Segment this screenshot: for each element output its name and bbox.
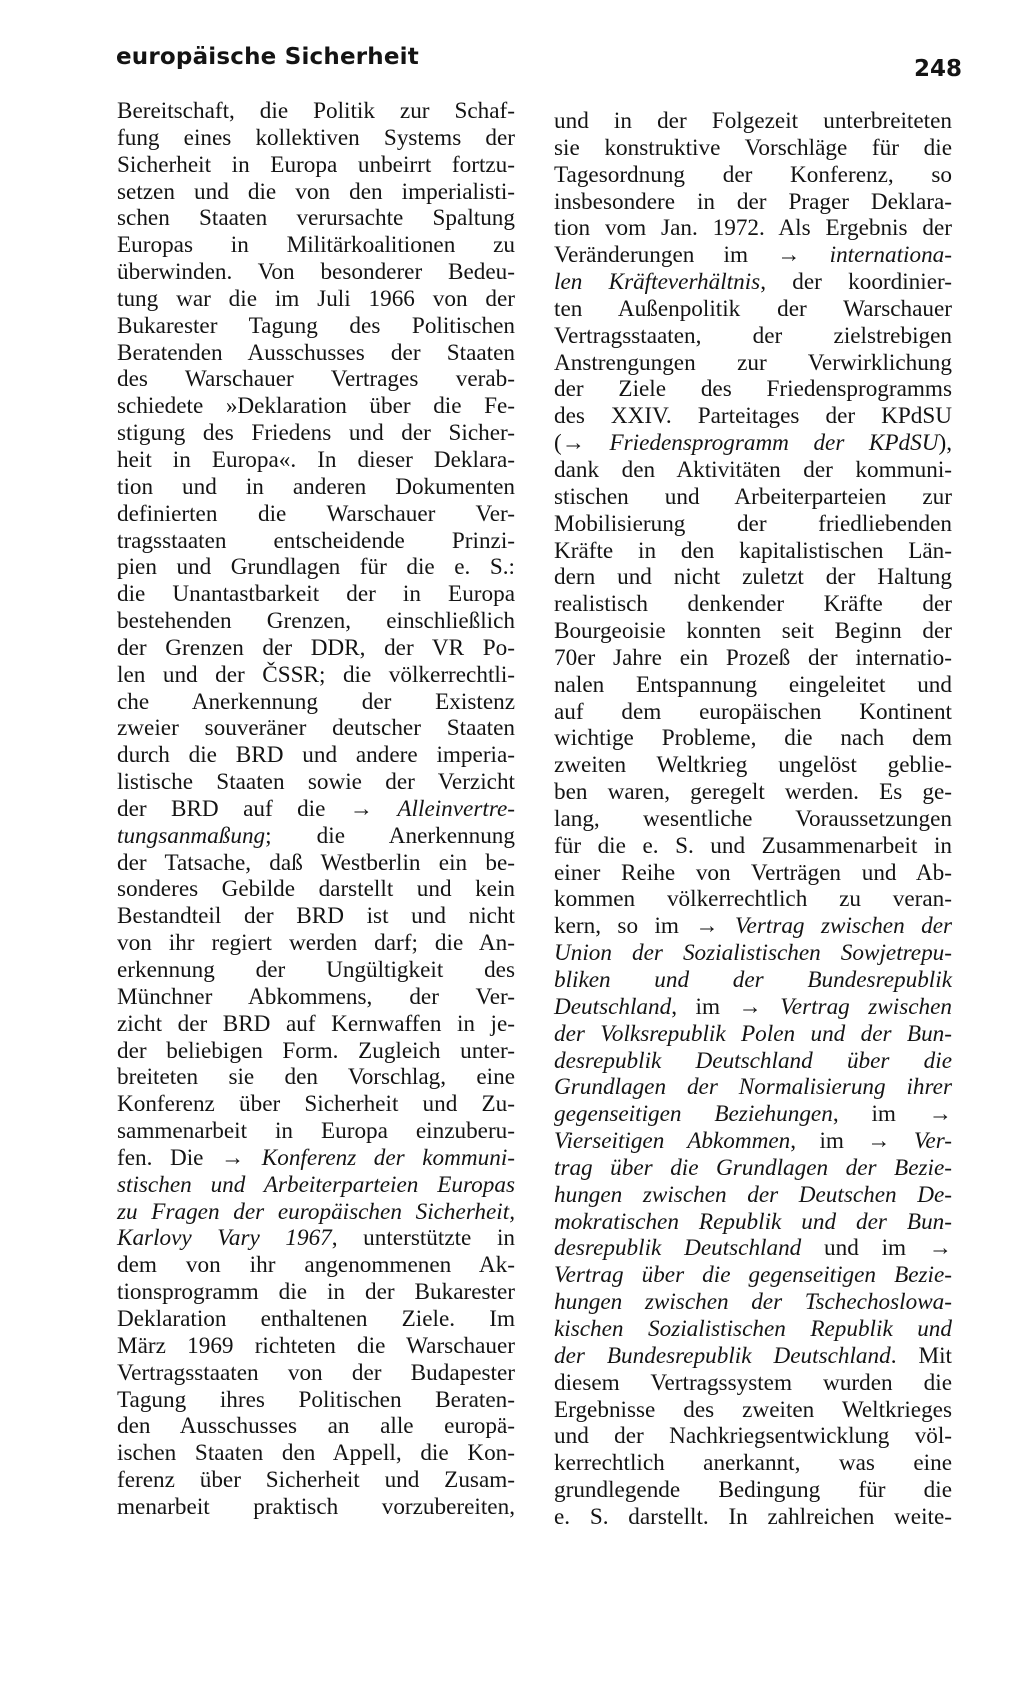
text-line: dern und nicht zuletzt der Haltung [554,564,952,591]
text-line: mokratischen Republik und der Bun- [554,1208,952,1235]
text-line: des XXIV. Parteitages der KPdSU [554,403,952,430]
text-line: sie konstruktive Vorschläge für die [554,134,952,161]
text-line: pien und Grundlagen für die e. S.: [117,554,515,581]
text-line: Ergebnisse des zweiten Weltkrieges [554,1396,952,1423]
text-line: ferenz über Sicherheit und Zusam- [117,1467,515,1494]
text-line: Bukarester Tagung des Politischen [117,312,515,339]
text-line: lang, wesentliche Voraussetzungen [554,805,952,832]
text-line: grundlegende Bedingung für die [554,1477,952,1504]
text-line: definierten die Warschauer Ver- [117,500,515,527]
text-line: der Tatsache, daß Westberlin ein be- [117,849,515,876]
text-line: Vertrag über die gegenseitigen Bezie- [554,1262,952,1289]
text-line: tungsanmaßung; die Anerkennung [117,822,515,849]
text-line: zicht der BRD auf Kernwaffen in je- [117,1010,515,1037]
text-column-right [554,108,952,1531]
text-line: durch die BRD und andere imperia- [117,742,515,769]
text-line: fen. Die → Konferenz der kommuni- [117,1144,515,1171]
text-line: 70er Jahre ein Prozeß der internatio- [554,644,952,671]
text-line: der BRD auf die → Alleinvertre- [117,795,515,822]
text-line: die Unantastbarkeit der in Europa [117,581,515,608]
text-line: Mobilisierung der friedliebenden [554,510,952,537]
text-line: nalen Entspannung eingeleitet und [554,671,952,698]
text-line: hungen zwischen der Deutschen De- [554,1181,952,1208]
text-line: der Ziele des Friedensprogramms [554,376,952,403]
text-line: Konferenz über Sicherheit und Zu- [117,1091,515,1118]
text-line: und der Nachkriegsentwicklung völ- [554,1423,952,1450]
running-head: europäische Sicherheit [116,44,419,70]
text-line: kommen völkerrechtlich zu veran- [554,886,952,913]
text-line: der Volksrepublik Polen und der Bun- [554,1020,952,1047]
text-line: tionsprogramm die in der Bukarester [117,1279,515,1306]
text-line: stischen und Arbeiterparteien Europas [117,1171,515,1198]
text-line: tung war die im Juli 1966 von der [117,285,515,312]
text-line: listische Staaten sowie der Verzicht [117,769,515,796]
text-column-left [117,98,515,1521]
text-line: Sicherheit in Europa unbeirrt fortzu- [117,151,515,178]
text-line: Europas in Militärkoalitionen zu [117,232,515,259]
text-line: ten Außenpolitik der Warschauer [554,295,952,322]
text-line: bliken und der Bundesrepublik [554,967,952,993]
text-line: trag über die Grundlagen der Bezie- [554,1154,952,1181]
text-line: e. S. darstellt. In zahlreichen weite- [554,1503,952,1530]
text-line: zu Fragen der europäischen Sicherheit, [117,1198,515,1225]
text-line: überwinden. Von besonderer Bedeu- [117,259,515,286]
text-line: che Anerkennung der Existenz [117,688,515,715]
text-line: kern, so im → Vertrag zwischen der [554,913,953,940]
text-line: breiteten sie den Vorschlag, eine [117,1064,515,1091]
text-line: Bereitschaft, die Politik zur Schaf- [117,98,515,124]
text-line: Tagung ihres Politischen Beraten- [117,1386,515,1413]
text-line: tragsstaaten entscheidende Prinzi- [117,527,515,554]
text-line: auf dem europäischen Kontinent [554,698,952,725]
text-line: Vertragsstaaten, der zielstrebigen [554,322,952,349]
text-line: len Kräfteverhältnis, der koordinier- [554,269,952,296]
text-line: Vertragsstaaten von der Budapester [117,1359,515,1386]
text-line: zweiten Weltkrieg ungelöst geblie- [554,752,952,779]
page-number: 248 [913,56,962,82]
text-line: setzen und die von den imperialisti- [117,178,515,205]
text-line: realistisch denkender Kräfte der [554,591,952,618]
text-line: stigung des Friedens und der Sicher- [117,420,515,447]
text-line: kischen Sozialistischen Republik und [554,1315,952,1342]
text-line: heit in Europa«. In dieser Deklara- [117,446,515,473]
text-line: stischen und Arbeiterparteien zur [554,483,952,510]
text-line: Beratenden Ausschusses der Staaten [117,339,515,366]
text-line: März 1969 richteten die Warschauer [117,1332,515,1359]
text-line: Union der Sozialistischen Sowjetrepu- [554,940,952,967]
text-line: dank den Aktivitäten der kommuni- [554,456,952,483]
text-line: Deutschland, im → Vertrag zwischen [554,993,952,1020]
text-line: Vierseitigen Abkommen, im → Ver- [554,1128,952,1155]
text-line: bestehenden Grenzen, einschließlich [117,608,515,635]
text-line: tion und in anderen Dokumenten [117,473,515,500]
text-line: hungen zwischen der Tschechoslowa- [554,1289,952,1316]
text-line: schiedete »Deklaration über die Fe- [117,393,515,420]
text-line: zweier souveräner deutscher Staaten [117,715,515,742]
text-line: desrepublik Deutschland und im → [554,1235,952,1262]
text-line: den Ausschusses an alle europä- [117,1413,515,1440]
text-line: Anstrengungen zur Verwirklichung [554,349,952,376]
text-line: Bourgeoisie konnten seit Beginn der [554,618,952,645]
text-line: tion vom Jan. 1972. Als Ergebnis der [554,215,952,242]
text-line: Bestandteil der BRD ist und nicht [117,903,515,930]
text-line: ben waren, geregelt werden. Es ge- [554,779,952,806]
text-line: desrepublik Deutschland über die [554,1047,952,1074]
text-line: wichtige Probleme, die nach dem [554,725,952,752]
text-line: schen Staaten verursachte Spaltung [117,205,515,232]
text-line: Veränderungen im → internationa- [554,242,952,269]
text-line: len und der ČSSR; die völkerrechtli- [117,661,515,688]
text-line: für die e. S. und Zusammenarbeit in [554,832,952,859]
text-line: der Bundesrepublik Deutschland. Mit [554,1342,952,1369]
text-line: dem von ihr angenommenen Ak- [117,1252,515,1279]
text-line: des Warschauer Vertrages verab- [117,366,515,393]
text-line: Karlovy Vary 1967, unterstützte in [117,1225,515,1252]
text-line: von ihr regiert werden darf; die An- [117,930,515,957]
text-line: ischen Staaten den Appell, die Kon- [117,1440,515,1467]
text-line: sonderes Gebilde darstellt und kein [117,876,515,903]
text-line: gegenseitigen Beziehungen, im → [554,1101,952,1128]
text-line: Tagesordnung der Konferenz, so [554,161,952,188]
text-line: Deklaration enthaltenen Ziele. Im [117,1305,515,1332]
text-line: (→ Friedensprogramm der KPdSU), [554,430,952,457]
text-line: erkennung der Ungültigkeit des [117,957,515,983]
text-line: menarbeit praktisch vorzubereiten, [117,1493,515,1520]
text-line: sammenarbeit in Europa einzuberu- [117,1118,515,1145]
text-line: der beliebigen Form. Zugleich unter- [117,1037,515,1064]
text-line: insbesondere in der Prager Deklara- [554,188,952,215]
text-line: kerrechtlich anerkannt, was eine [554,1450,952,1477]
text-line: Grundlagen der Normalisierung ihrer [554,1074,952,1101]
text-line: einer Reihe von Verträgen und Ab- [554,859,952,886]
text-line: diesem Vertragssystem wurden die [554,1369,952,1396]
text-line: Kräfte in den kapitalistischen Län- [554,537,952,564]
text-line: und in der Folgezeit unterbreiteten [554,108,952,134]
text-line: Münchner Abkommens, der Ver- [117,983,515,1010]
text-line: fung eines kollektiven Systems der [117,124,515,151]
text-line: der Grenzen der DDR, der VR Po- [117,634,515,661]
